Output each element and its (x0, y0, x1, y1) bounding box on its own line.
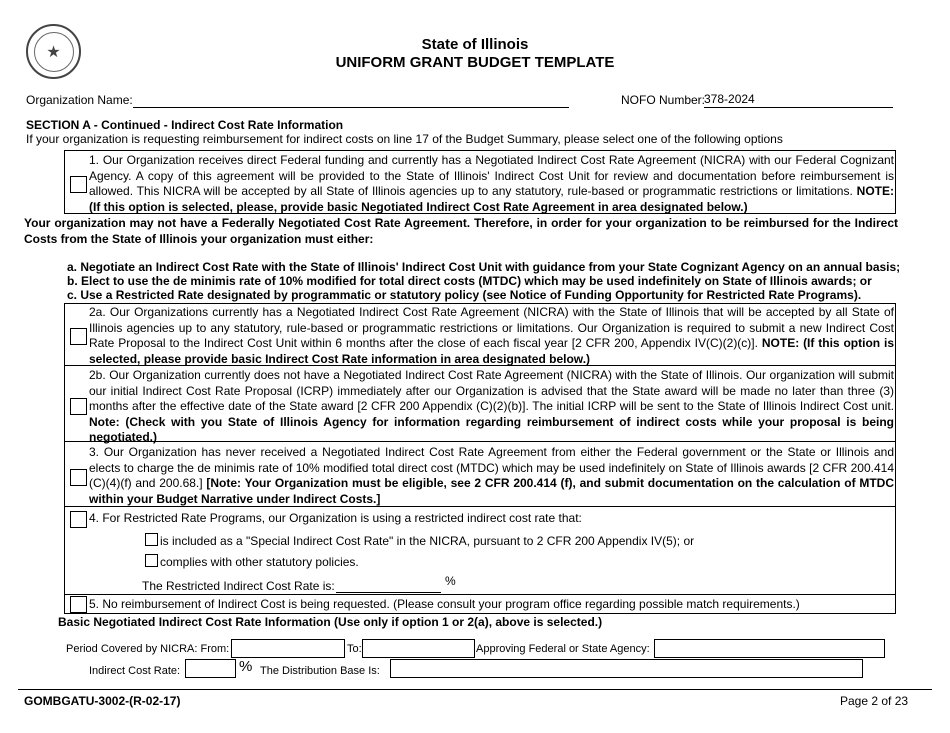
period-to-label: To: (347, 643, 362, 655)
option-4-sub2: complies with other statutory policies. (145, 554, 359, 569)
option-3-box (64, 441, 896, 507)
option-4-checkbox[interactable] (70, 511, 87, 528)
option-1-checkbox[interactable] (70, 176, 87, 193)
option-2b-box (64, 365, 896, 442)
notice-item-c: c. Use a Restricted Rate designated by programmatic or statutory policy (see Notice of Funding Opportunity for Restricted Rate Programs). (67, 288, 862, 302)
restricted-rate-label: The Restricted Indirect Cost Rate is: (142, 579, 335, 593)
option-3-checkbox[interactable] (70, 469, 87, 486)
notice-item-a: a. Negotiate an Indirect Cost Rate with the State of Illinois' Indirect Cost Unit with guidance from your State Cognizant Agency on an annual basis; (67, 260, 901, 274)
option-4-sub2-checkbox[interactable] (145, 554, 158, 567)
option-2a-box (64, 303, 896, 366)
notice-paragraph: Your organization may not have a Federally Negotiated Cost Rate Agreement. Therefore, in order for your organization to be reimbursed for the Indirect Costs from the State of Illinois your organization must either: (24, 216, 898, 246)
option-2a-checkbox[interactable] (70, 328, 87, 345)
option-4-sub1-checkbox[interactable] (145, 533, 158, 546)
rate-field[interactable] (185, 659, 236, 678)
option-5-box (64, 594, 896, 614)
footer-divider (18, 689, 932, 690)
section-intro: If your organization is requesting reimbursement for indirect costs on line 17 of the Budget Summary, please select one of the following options (26, 132, 783, 146)
page-number: Page 2 of 23 (840, 694, 909, 708)
period-label: Period Covered by NICRA: From: (66, 643, 230, 655)
option-1-box (64, 150, 896, 214)
option-2b-text: 2b. Our Organization currently does not have a Negotiated Indirect Cost Rate Agreement (NICRA) with the State of Illinois. Our organization will submit our initial Indirect Cost Rate Proposal (ICRP) immediately after our Organization is advised that the State award will be made no later than three (3) months after the effective date of the State award [2 CFR 200 Appendix (C)(2)(b)]. The initial ICRP will be sent to the State of Illinois Indirect Cost unit. Note: (Check with you State of Illinois Agency for information regarding reimbursement of indirect costs while your proposal is being negotiated.) (89, 368, 894, 444)
form-title: UNIFORM GRANT BUDGET TEMPLATE (335, 54, 615, 71)
org-name-field[interactable] (133, 92, 569, 108)
option-5-checkbox[interactable] (70, 596, 87, 613)
option-2a-text: 2a. Our Organizations currently has a Negotiated Indirect Cost Rate Agreement (NICRA) with the State of Illinois that will be accepted by all State of Illinois agencies up to any statutory, rule-based or programmatic restrictions or limitations. Our Organization is required to submit a new Indirect Cost Rate Proposal to the Indirect Cost Unit within 6 months after the close of each fiscal year [2 CFR 200, Appendix IV(C)(2)(c)]. NOTE: (If this option is selected, please provide basic Indirect Cost Rate information in area designated below.) (89, 305, 895, 366)
period-from-field[interactable] (231, 639, 345, 658)
restricted-rate-percent: % (445, 574, 456, 588)
option-4-text: 4. For Restricted Rate Programs, our Organization is using a restricted indirect cost rate that: (89, 511, 582, 525)
state-title: State of Illinois (421, 36, 529, 53)
basic-info-heading: Basic Negotiated Indirect Cost Rate Information (Use only if option 1 or 2(a), above is selected.) (58, 615, 603, 629)
option-2b-checkbox[interactable] (70, 398, 87, 415)
option-5-text: 5. No reimbursement of Indirect Cost is being requested. (Please consult your program office regarding possible match requirements.) (89, 597, 800, 611)
option-3-text: 3. Our Organization has never received a Negotiated Indirect Cost Rate Agreement from either the Federal government or the State or Illinois and elects to charge the de minimis rate of 10% modified total direct cost (MTDC) which may be used indefinitely on State of Illinois awards [2 CFR 200.414 (C)(4)(f) and 200.68.] [Note: Your Organization must be eligible, see 2 CFR 200.414 (f), and submit documentation on the calculation of MTDC within your Budget Narrative under Indirect Costs.] (89, 445, 895, 506)
restricted-rate-field[interactable] (336, 577, 441, 593)
option-4-box (64, 506, 896, 595)
nofo-field[interactable]: 378-2024 (704, 92, 893, 108)
org-name-label: Organization Name: (26, 93, 133, 107)
nofo-label: NOFO Number: (621, 93, 706, 107)
rate-percent: % (239, 658, 253, 675)
notice-item-b: b. Elect to use the de minimis rate of 10% modified for total direct costs (MTDC) which may be used indefinitely on State of Illinois awards; or (67, 274, 872, 288)
form-id: GOMBGATU-3002-(R-02-17) (24, 694, 181, 708)
agency-label: Approving Federal or State Agency: (476, 643, 650, 655)
star-icon: ★ (34, 32, 74, 72)
option-4-sub1: is included as a "Special Indirect Cost Rate" in the NICRA, pursuant to 2 CFR 200 Appendix IV(5); or (145, 533, 694, 548)
base-label: The Distribution Base Is: (260, 665, 380, 677)
base-field[interactable] (390, 659, 863, 678)
option-1-text: 1. Our Organization receives direct Federal funding and currently has a Negotiated Indirect Cost Rate Agreement (NICRA) with our Federal Cognizant Agency. A copy of this agreement will be provided to the State of Illinois' Indirect Cost Unit for review and documentation before reimbursement is allowed. This NICRA will be accepted by all State of Illinois agencies up to any statutory, rule-based or programmatic restrictions or limitations. NOTE: (If this option is selected, please, provide basic Negotiated Indirect Cost Rate Agreement in area designated below.) (89, 153, 894, 214)
rate-label: Indirect Cost Rate: (89, 665, 181, 677)
period-to-field[interactable] (362, 639, 475, 658)
section-heading: SECTION A - Continued - Indirect Cost Rate Information (26, 118, 344, 132)
agency-field[interactable] (654, 639, 885, 658)
